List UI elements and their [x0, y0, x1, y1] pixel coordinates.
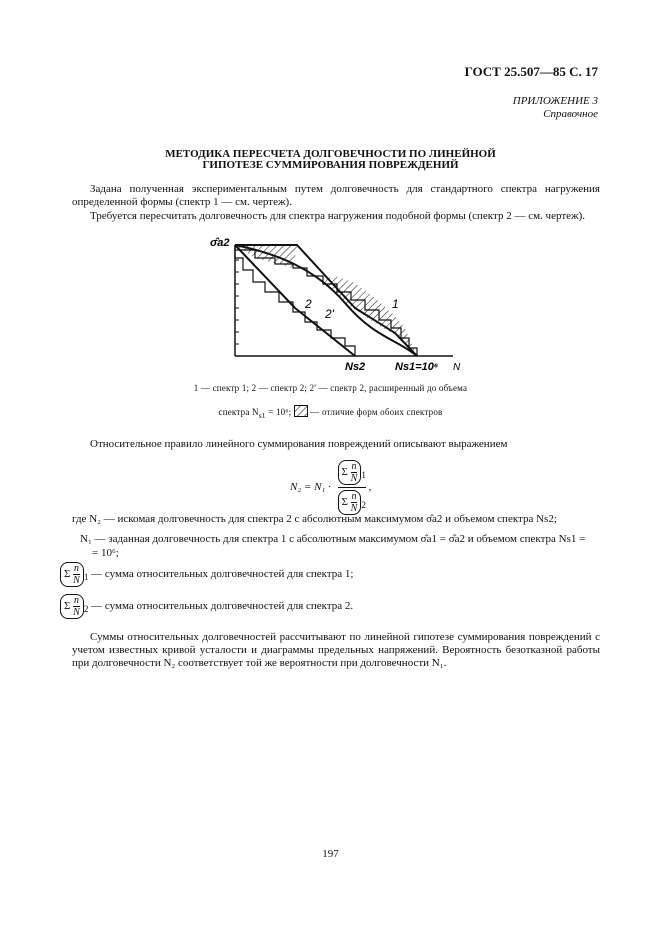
formula-denominator	[338, 488, 366, 515]
sigma-2: Σ	[341, 496, 348, 509]
caption-post: — отличие форм обоих спектров	[307, 407, 443, 417]
paragraph-given: Задана полученная экспериментальным путем долговечность для стандартного спектра нагружения определенной формы (спектр 1 — см. чертеж).	[72, 183, 600, 208]
formula: N₂ = N₁ · Σ $\frac{n}{N}$ $_1$ Σ $\frac{n}{N}$ $_2$ ,	[290, 461, 372, 514]
formula-intro: Относительное правило линейного суммирования повреждений описывают выражением	[90, 438, 508, 450]
label-2prime: 2'	[325, 307, 334, 321]
label-1: 1	[392, 297, 399, 311]
appendix-title: ПРИЛОЖЕНИЕ 3	[512, 95, 598, 107]
x-axis-label: N	[453, 362, 461, 373]
definition-n1-cont: = 10⁶;	[92, 547, 119, 559]
final-paragraph: Суммы относительных долговечностей рассчитывают по линейной гипотезе суммирования повреждений с учетом известных кривой усталости и диаграммы предельных напряжений. Вероятность безотказной работы при долговечности N₂ соответствует той же вероятности при долговечности N₁.	[72, 631, 600, 669]
document-header: ГОСТ 25.507—85 С. 17	[464, 64, 598, 79]
def-sum-2-expr: Σ $\frac{n}{N}$	[60, 594, 84, 619]
paragraph-required: Требуется пересчитать долговечность для спектра нагружения подобной формы (спектр 2 — см. чертеж).	[90, 210, 586, 222]
definition-n1: N₁ — заданная долговечность для спектра 1 с абсолютным максимумом σ̂a1 = σ̂a2 и объемом спектра Ns1 =	[80, 533, 586, 545]
hatch-legend-icon	[294, 405, 308, 417]
section-title	[0, 149, 661, 171]
formula-numerator	[338, 460, 366, 488]
ratio-2: $\frac{n}{N}$	[350, 491, 358, 514]
x-label-ns2: Ns2	[345, 361, 366, 373]
figure-caption-line-2	[0, 405, 661, 420]
spectrum-2-steps	[235, 245, 355, 356]
caption-pre: спектра N	[218, 407, 259, 417]
spectrum-2-line	[235, 245, 355, 356]
formula-lhs: N₂ = N₁ ·	[290, 481, 331, 493]
y-axis-label: σ̂a2	[210, 237, 230, 249]
spectrum-figure	[195, 228, 465, 378]
appendix-label	[513, 95, 598, 121]
caption-sub: s1	[258, 410, 266, 420]
definition-n2: где N₂ — искомая долговечность для спектра 2 с абсолютным максимумом σ̂a2 и объемом спектра Ns2;	[72, 513, 557, 525]
title-line-1: МЕТОДИКА ПЕРЕСЧЕТА ДОЛГОВЕЧНОСТИ ПО ЛИНЕЙНОЙ	[165, 148, 496, 160]
label-2: 2	[305, 297, 312, 311]
formula-fraction	[338, 460, 366, 515]
figure-caption-line-1: 1 — спектр 1; 2 — спектр 2; 2' — спектр 2, расширенный до объема	[193, 383, 468, 393]
sum-2-sub: 2	[361, 500, 366, 511]
spectrum-2prime-line	[235, 245, 417, 356]
sum-1-sub: 1	[361, 470, 366, 481]
appendix-kind: Справочное	[543, 108, 598, 120]
definition-sum-1: Σ $\frac{n}{N}$ $_1$ — сумма относительных долговечностей для спектра 1;	[60, 562, 354, 587]
definition-sum-2: Σ $\frac{n}{N}$ $_2$ — сумма относительных долговечностей для спектра 2.	[60, 594, 353, 619]
def-sum-1-text: — сумма относительных долговечностей для спектра 1;	[91, 568, 354, 581]
title-line-2: ГИПОТЕЗЕ СУММИРОВАНИЯ ПОВРЕЖДЕНИЙ	[202, 159, 459, 171]
x-label-ns1: Ns1=10⁶	[395, 361, 439, 373]
sum-1	[338, 460, 362, 485]
sigma-1: Σ	[341, 466, 348, 479]
ratio-1: $\frac{n}{N}$	[350, 461, 358, 484]
def-sum-1-expr: Σ $\frac{n}{N}$	[60, 562, 84, 587]
page-number: 197	[322, 848, 339, 860]
sum-2	[338, 490, 362, 515]
def-sum-2-text: — сумма относительных долговечностей для спектра 2.	[91, 600, 354, 613]
caption-mid: = 10⁶;	[265, 407, 292, 417]
